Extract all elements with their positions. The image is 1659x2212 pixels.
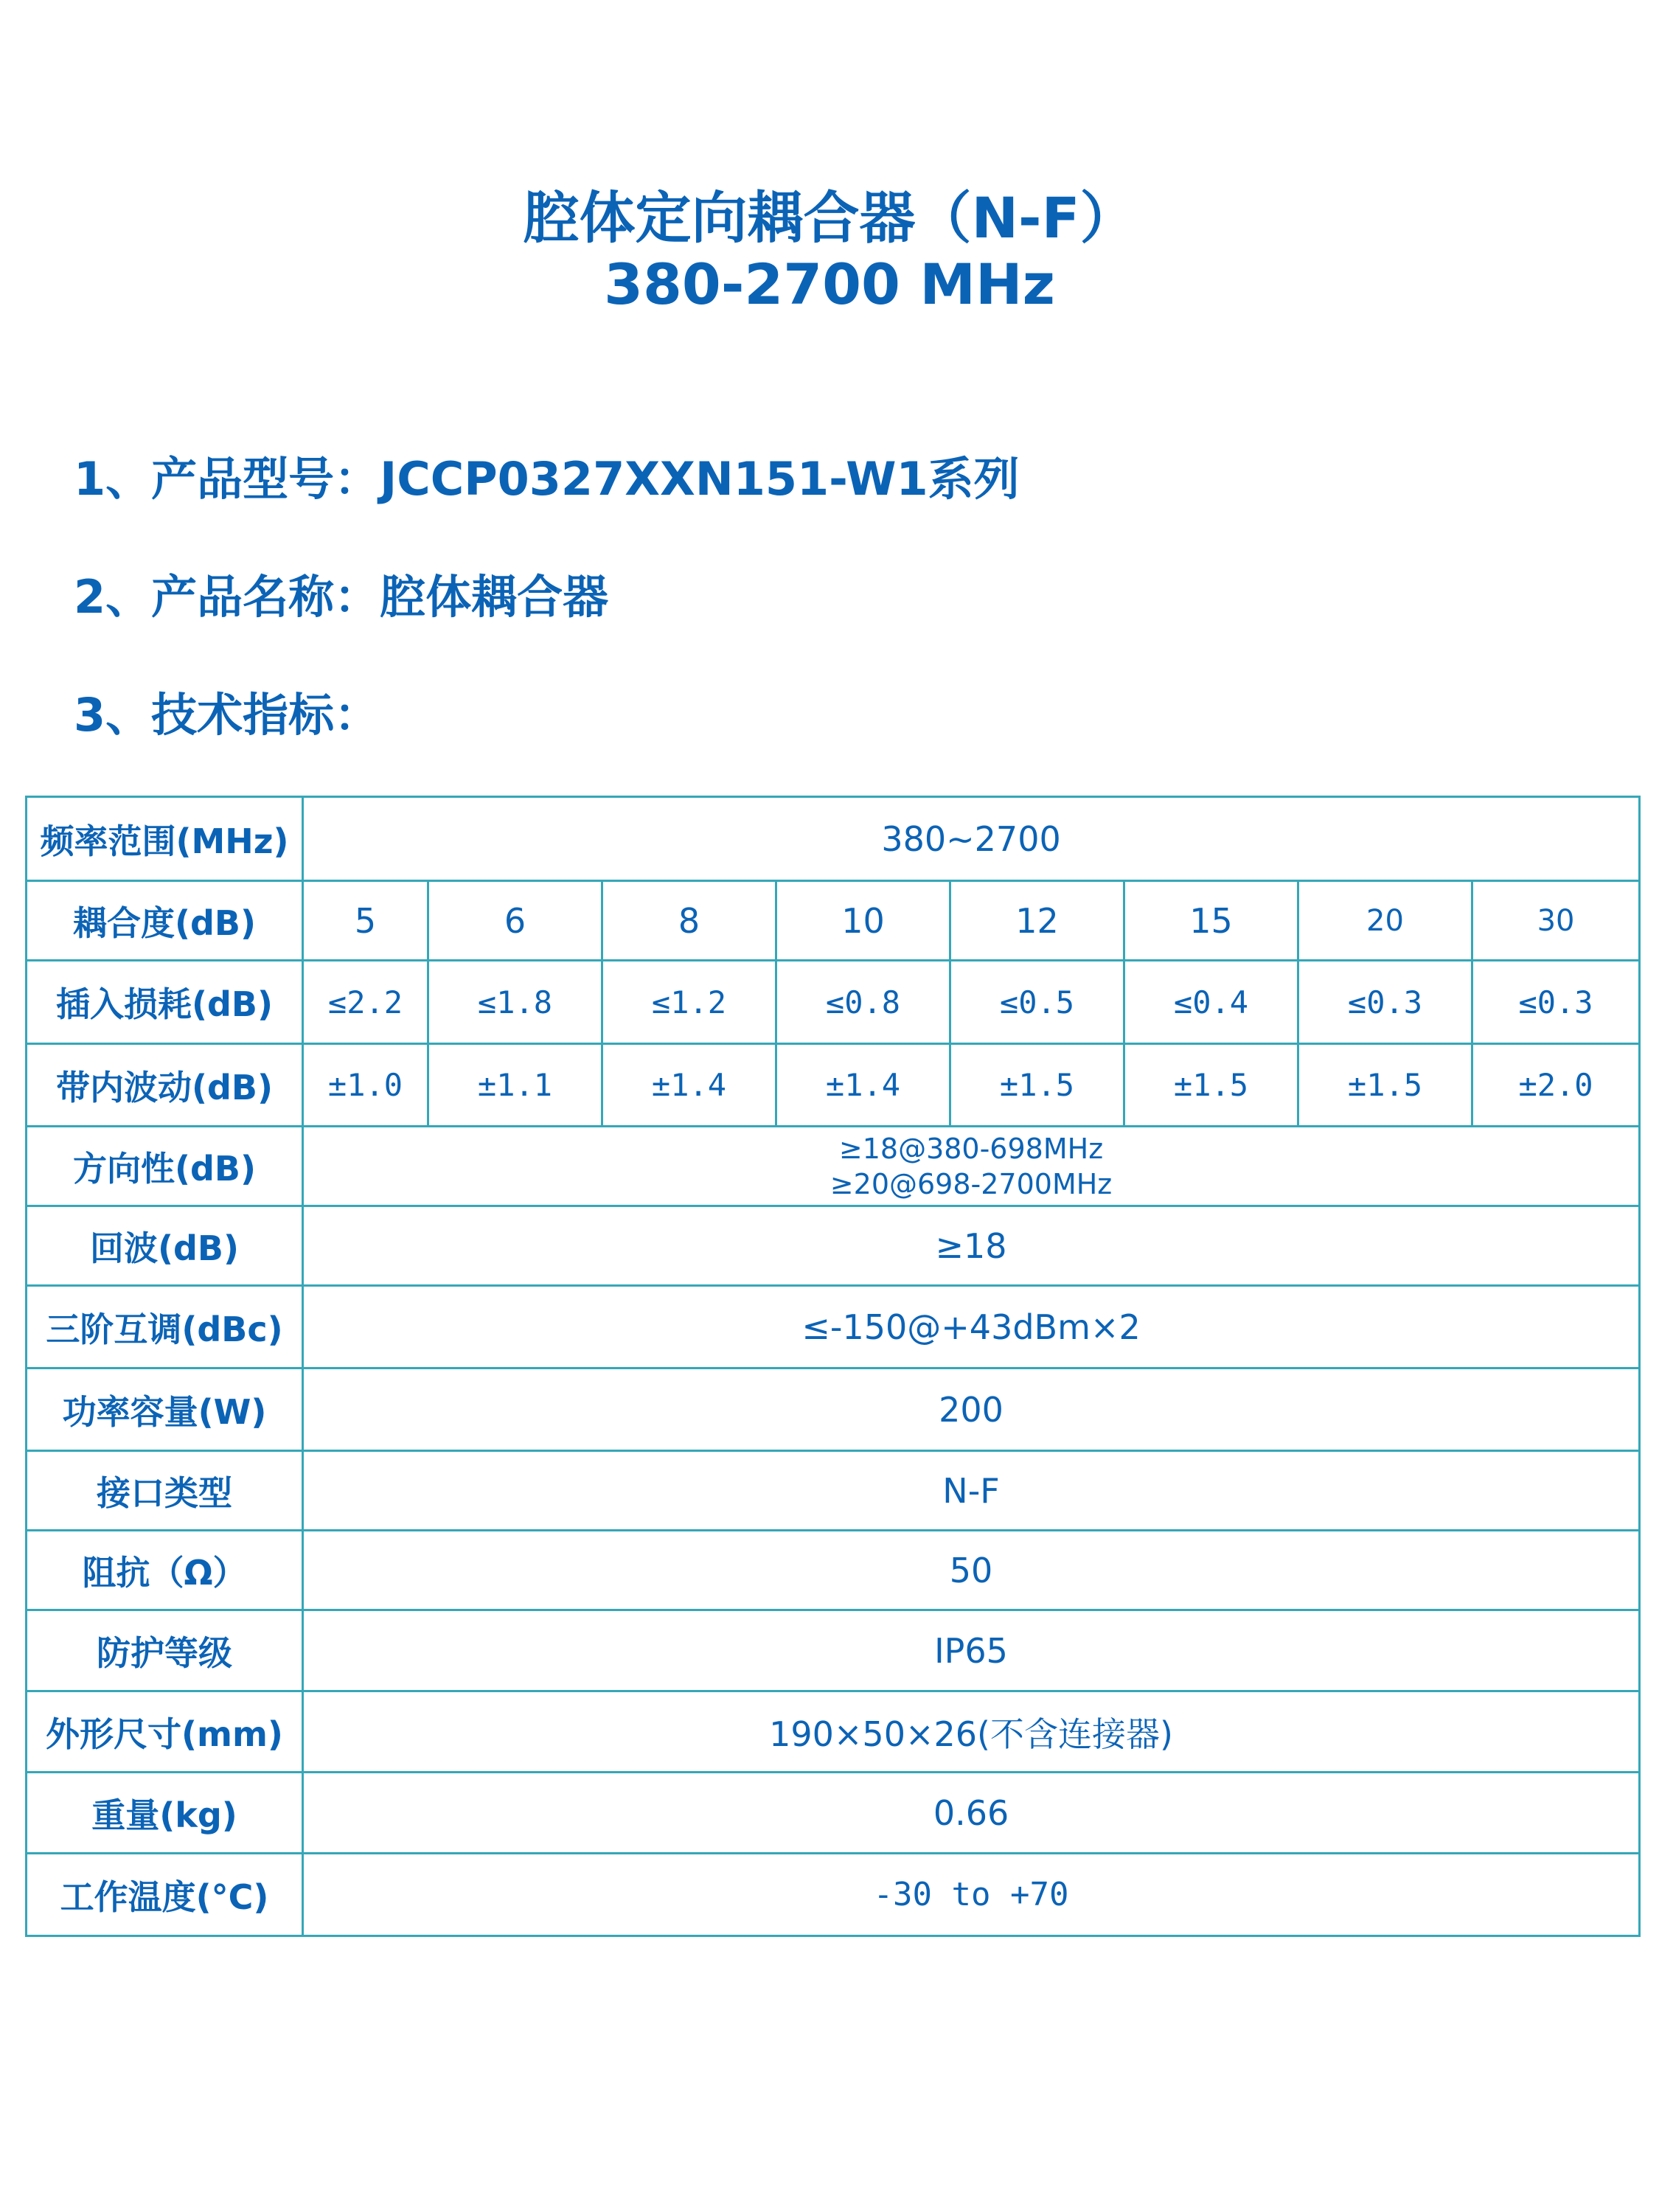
value-impedance: 50 <box>303 1531 1640 1610</box>
table-row <box>27 1044 1640 1127</box>
label-dimensions: 外形尺寸(mm) <box>27 1691 303 1773</box>
spec-table <box>25 796 1641 1937</box>
section-product-name: 2、产品名称：腔体耦合器 <box>74 570 609 624</box>
table-row <box>27 961 1640 1044</box>
table-row <box>27 1206 1640 1286</box>
value-ripple: ±1.4 <box>776 1044 950 1127</box>
value-temperature: -30 to +70 <box>303 1854 1640 1936</box>
label-impedance: 阻抗（Ω） <box>27 1531 303 1610</box>
value-insertion-loss: ≤0.3 <box>1472 961 1640 1044</box>
value-coupling: 15 <box>1124 881 1298 961</box>
table-row <box>27 1854 1640 1936</box>
table-row <box>27 1773 1640 1854</box>
value-coupling: 10 <box>776 881 950 961</box>
value-ripple: ±1.1 <box>428 1044 602 1127</box>
value-ripple: ±1.0 <box>303 1044 428 1127</box>
table-row <box>27 797 1640 881</box>
label-return-loss: 回波(dB) <box>27 1206 303 1286</box>
section-specs: 3、技术指标： <box>74 688 380 742</box>
table-row <box>27 881 1640 961</box>
directivity-line-1: ≥18@380-698MHz <box>838 1132 1104 1165</box>
value-power: 200 <box>303 1368 1640 1451</box>
label-temperature: 工作温度(°C) <box>27 1854 303 1936</box>
label-coupling: 耦合度(dB) <box>27 881 303 961</box>
value-insertion-loss: ≤1.2 <box>602 961 776 1044</box>
value-ripple: ±1.5 <box>950 1044 1124 1127</box>
table-row <box>27 1691 1640 1773</box>
label-weight: 重量(kg) <box>27 1773 303 1854</box>
table-row <box>27 1531 1640 1610</box>
label-ripple: 带内波动(dB) <box>27 1044 303 1127</box>
value-coupling: 20 <box>1298 881 1472 961</box>
value-insertion-loss: ≤2.2 <box>303 961 428 1044</box>
value-coupling: 6 <box>428 881 602 961</box>
value-insertion-loss: ≤0.4 <box>1124 961 1298 1044</box>
label-directivity: 方向性(dB) <box>27 1127 303 1206</box>
value-insertion-loss: ≤0.5 <box>950 961 1124 1044</box>
value-return-loss: ≥18 <box>303 1206 1640 1286</box>
value-connector: N-F <box>303 1451 1640 1531</box>
table-row <box>27 1286 1640 1368</box>
value-dimensions: 190×50×26(不含连接器) <box>303 1691 1640 1773</box>
value-ripple: ±2.0 <box>1472 1044 1640 1127</box>
value-ripple: ±1.5 <box>1124 1044 1298 1127</box>
label-power: 功率容量(W) <box>27 1368 303 1451</box>
label-imd: 三阶互调(dBc) <box>27 1286 303 1368</box>
label-frequency: 频率范围(MHz) <box>27 797 303 881</box>
value-coupling: 12 <box>950 881 1124 961</box>
page-title: 腔体定向耦合器（N-F） <box>523 185 1136 251</box>
value-insertion-loss: ≤0.3 <box>1298 961 1472 1044</box>
label-connector: 接口类型 <box>27 1451 303 1531</box>
value-imd: ≤-150@+43dBm×2 <box>303 1286 1640 1368</box>
label-insertion-loss: 插入损耗(dB) <box>27 961 303 1044</box>
section-model: 1、产品型号：JCCP0327XXN151-W1系列 <box>74 452 1020 506</box>
value-protection: IP65 <box>303 1610 1640 1691</box>
value-frequency: 380~2700 <box>303 797 1640 881</box>
label-protection: 防护等级 <box>27 1610 303 1691</box>
frequency-subtitle: 380-2700 MHz <box>604 251 1055 317</box>
table-row <box>27 1127 1640 1206</box>
table-row <box>27 1610 1640 1691</box>
value-ripple: ±1.5 <box>1298 1044 1472 1127</box>
directivity-line-2: ≥20@698-2700MHz <box>830 1167 1113 1200</box>
value-weight: 0.66 <box>303 1773 1640 1854</box>
value-directivity <box>303 1127 1640 1206</box>
value-coupling: 5 <box>303 881 428 961</box>
value-coupling: 30 <box>1472 881 1640 961</box>
value-insertion-loss: ≤0.8 <box>776 961 950 1044</box>
value-coupling: 8 <box>602 881 776 961</box>
value-ripple: ±1.4 <box>602 1044 776 1127</box>
table-row <box>27 1451 1640 1531</box>
table-row <box>27 1368 1640 1451</box>
value-insertion-loss: ≤1.8 <box>428 961 602 1044</box>
